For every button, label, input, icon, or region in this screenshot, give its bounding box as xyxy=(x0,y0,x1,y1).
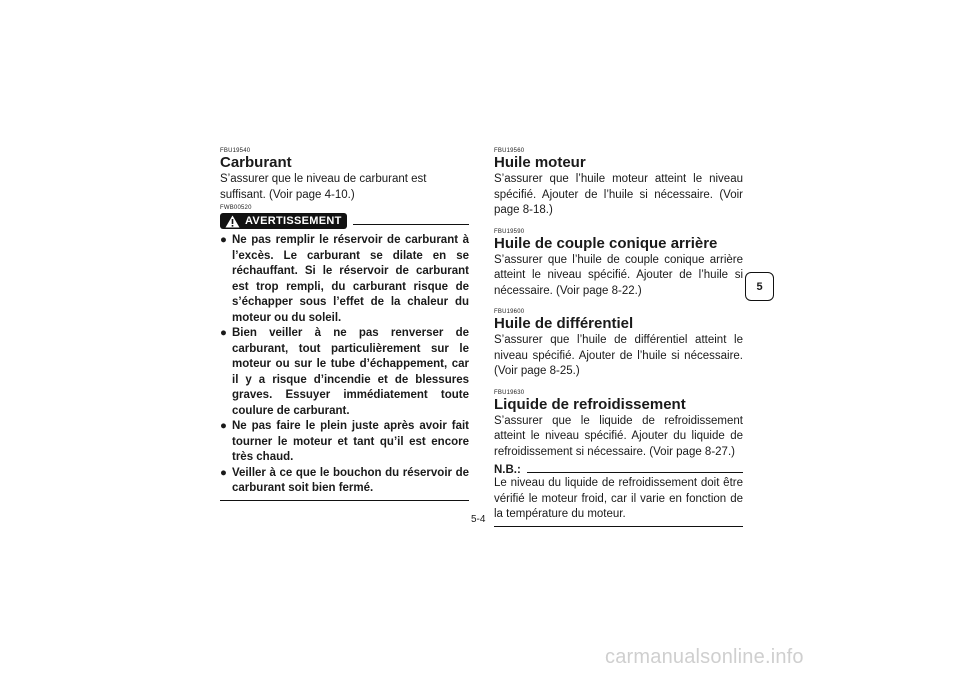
note-body: Le niveau du liquide de refroidissement doit être vérifié le moteur froid, car il varie en fonction de la température du moteur. xyxy=(494,477,743,520)
section-code: FBU19600 xyxy=(494,309,525,315)
note-label: N.B.: xyxy=(494,464,521,476)
bullet-icon: ● xyxy=(220,420,227,432)
fuel-section-code: FBU19540 xyxy=(220,148,251,154)
differential-oil-section xyxy=(494,309,743,380)
section-body: S’assurer que l’huile moteur atteint le niveau spécifié. Ajouter de l’huile si nécessaire. (Voir page 8-18.) xyxy=(494,173,743,216)
warning-item: ● Ne pas faire le plein juste après avoir fait tourner le moteur et tant qu’il est encore très chaud. xyxy=(220,420,469,463)
warning-item: ● Ne pas remplir le réservoir de carburant à l’excès. Le carburant se dilate en se réchauffant. Si le réservoir de carburant est trop rempli, du carburant risque de s’échapper sous l’effet de la chaleur du moteur ou du soleil. xyxy=(220,234,469,324)
fuel-section xyxy=(220,148,469,203)
warning-end-rule xyxy=(220,500,469,501)
engine-oil-section xyxy=(494,148,743,219)
warning-list xyxy=(220,233,469,497)
warning-rule xyxy=(353,224,469,225)
bullet-icon: ● xyxy=(220,234,227,246)
section-body: S’assurer que l’huile de différentiel atteint le niveau spécifié. Ajouter de l’huile si nécessaire. (Voir page 8-25.) xyxy=(494,334,743,377)
section-code: FBU19560 xyxy=(494,148,525,154)
warning-badge xyxy=(220,213,347,229)
rear-gear-oil-section xyxy=(494,229,743,300)
section-body: S’assurer que l’huile de couple conique arrière atteint le niveau spécifié. Ajouter de l’huile si nécessaire. (Voir page 8-22.) xyxy=(494,253,743,297)
section-heading: Huile moteur xyxy=(494,154,586,171)
right-column xyxy=(494,148,743,527)
warning-item: ● Bien veiller à ne pas renverser de carburant, tout particulièrement sur le moteur ou sur le tube d’échappement, car il y a risque d’incendie et de blessures graves. Essuyer immédiatement toute coulure de carburant. xyxy=(220,327,469,417)
section-body: S’assurer que le liquide de refroidissement atteint le niveau spécifié. Ajouter du liquide de refroidissement si nécessaire. (Voir page 8-27.) xyxy=(494,414,743,458)
note-rule xyxy=(527,472,743,473)
section-code: FBU19630 xyxy=(494,389,525,396)
note-header xyxy=(494,464,743,476)
note-end-rule xyxy=(494,526,743,527)
chapter-tab: 5 xyxy=(745,272,774,301)
coolant-section xyxy=(494,390,743,461)
bullet-icon: ● xyxy=(220,466,227,479)
watermark: carmanualsonline.info xyxy=(605,646,804,668)
left-column xyxy=(220,148,469,501)
section-heading: Huile de différentiel xyxy=(494,315,634,332)
bullet-icon: ● xyxy=(220,327,227,339)
fuel-body: S’assurer que le niveau de carburant est suffisant. (Voir page 4-10.) xyxy=(220,173,427,201)
warning-label: AVERTISSEMENT xyxy=(245,215,342,227)
warning-header xyxy=(220,213,469,229)
note-box xyxy=(494,464,743,527)
section-heading: Liquide de refroidissement xyxy=(494,395,686,413)
warning-code: FWB00520 xyxy=(220,205,252,211)
warning-item: ● Veiller à ce que le bouchon du réservoir de carburant soit bien fermé. xyxy=(220,466,469,494)
section-heading: Huile de couple conique arrière xyxy=(494,234,718,252)
section-code: FBU19590 xyxy=(494,228,525,235)
fuel-heading: Carburant xyxy=(220,154,292,171)
page-number: 5-4 xyxy=(471,514,486,525)
warning-triangle-icon xyxy=(225,215,240,228)
warning-box xyxy=(220,205,469,501)
